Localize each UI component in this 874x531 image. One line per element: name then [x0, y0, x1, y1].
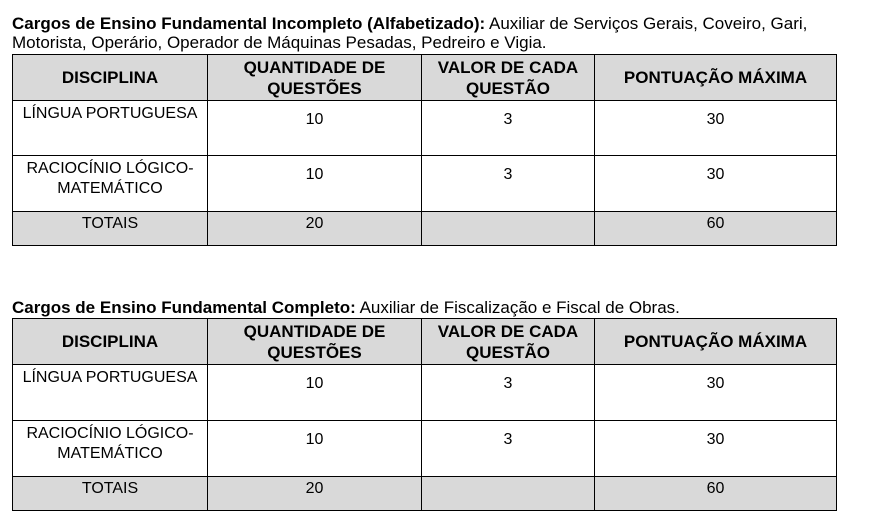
section-title-bold: Cargos de Ensino Fundamental Completo: — [12, 298, 356, 317]
cell-valor: 3 — [422, 421, 595, 477]
cell-valor: 3 — [422, 156, 595, 212]
cell-totais-valor — [422, 477, 595, 511]
table-totals-row — [13, 212, 837, 246]
section-fundamental-incompleto — [12, 14, 837, 246]
cell-disciplina: RACIOCÍNIO LÓGICO-MATEMÁTICO — [13, 421, 208, 477]
cell-pontuacao: 30 — [595, 156, 837, 212]
cell-totais-label: TOTAIS — [13, 212, 208, 246]
cell-totais-pontuacao: 60 — [595, 212, 837, 246]
header-valor: VALOR DE CADA QUESTÃO — [422, 55, 595, 101]
section-fundamental-completo — [12, 298, 837, 511]
table-header-row — [13, 55, 837, 101]
cell-pontuacao: 30 — [595, 421, 837, 477]
cell-disciplina: LÍNGUA PORTUGUESA — [13, 101, 208, 156]
cell-quantidade: 10 — [208, 421, 422, 477]
header-valor: VALOR DE CADA QUESTÃO — [422, 319, 595, 365]
cell-totais-pontuacao: 60 — [595, 477, 837, 511]
section-title — [12, 14, 837, 52]
header-disciplina: DISCIPLINA — [13, 319, 208, 365]
header-quantidade: QUANTIDADE DE QUESTÕES — [208, 319, 422, 365]
table-totals-row — [13, 477, 837, 511]
header-disciplina: DISCIPLINA — [13, 55, 208, 101]
table-header-row — [13, 319, 837, 365]
section-title-bold: Cargos de Ensino Fundamental Incompleto (Alfabetizado): — [12, 14, 486, 33]
cell-totais-quantidade: 20 — [208, 477, 422, 511]
section-title — [12, 298, 837, 317]
cell-valor: 3 — [422, 101, 595, 156]
cell-disciplina: RACIOCÍNIO LÓGICO-MATEMÁTICO — [13, 156, 208, 212]
cell-valor: 3 — [422, 365, 595, 421]
cell-quantidade: 10 — [208, 365, 422, 421]
cell-totais-valor — [422, 212, 595, 246]
cell-totais-quantidade: 20 — [208, 212, 422, 246]
section-title-rest: Auxiliar de Serviços Gerais, Coveiro, Gari, Motorista, Operário, Operador de Máquinas Pesadas, Pedreiro e Vigia. — [12, 14, 808, 52]
cell-quantidade: 10 — [208, 101, 422, 156]
header-quantidade: QUANTIDADE DE QUESTÕES — [208, 55, 422, 101]
header-pontuacao: PONTUAÇÃO MÁXIMA — [595, 55, 837, 101]
section-title-rest: Auxiliar de Fiscalização e Fiscal de Obras. — [355, 298, 680, 317]
cell-disciplina: LÍNGUA PORTUGUESA — [13, 365, 208, 421]
header-pontuacao: PONTUAÇÃO MÁXIMA — [595, 319, 837, 365]
table-row — [13, 365, 837, 421]
cell-pontuacao: 30 — [595, 365, 837, 421]
cell-totais-label: TOTAIS — [13, 477, 208, 511]
cell-pontuacao: 30 — [595, 101, 837, 156]
table-row — [13, 156, 837, 212]
score-table — [12, 318, 837, 511]
score-table — [12, 54, 837, 246]
table-row — [13, 421, 837, 477]
table-row — [13, 101, 837, 156]
cell-quantidade: 10 — [208, 156, 422, 212]
